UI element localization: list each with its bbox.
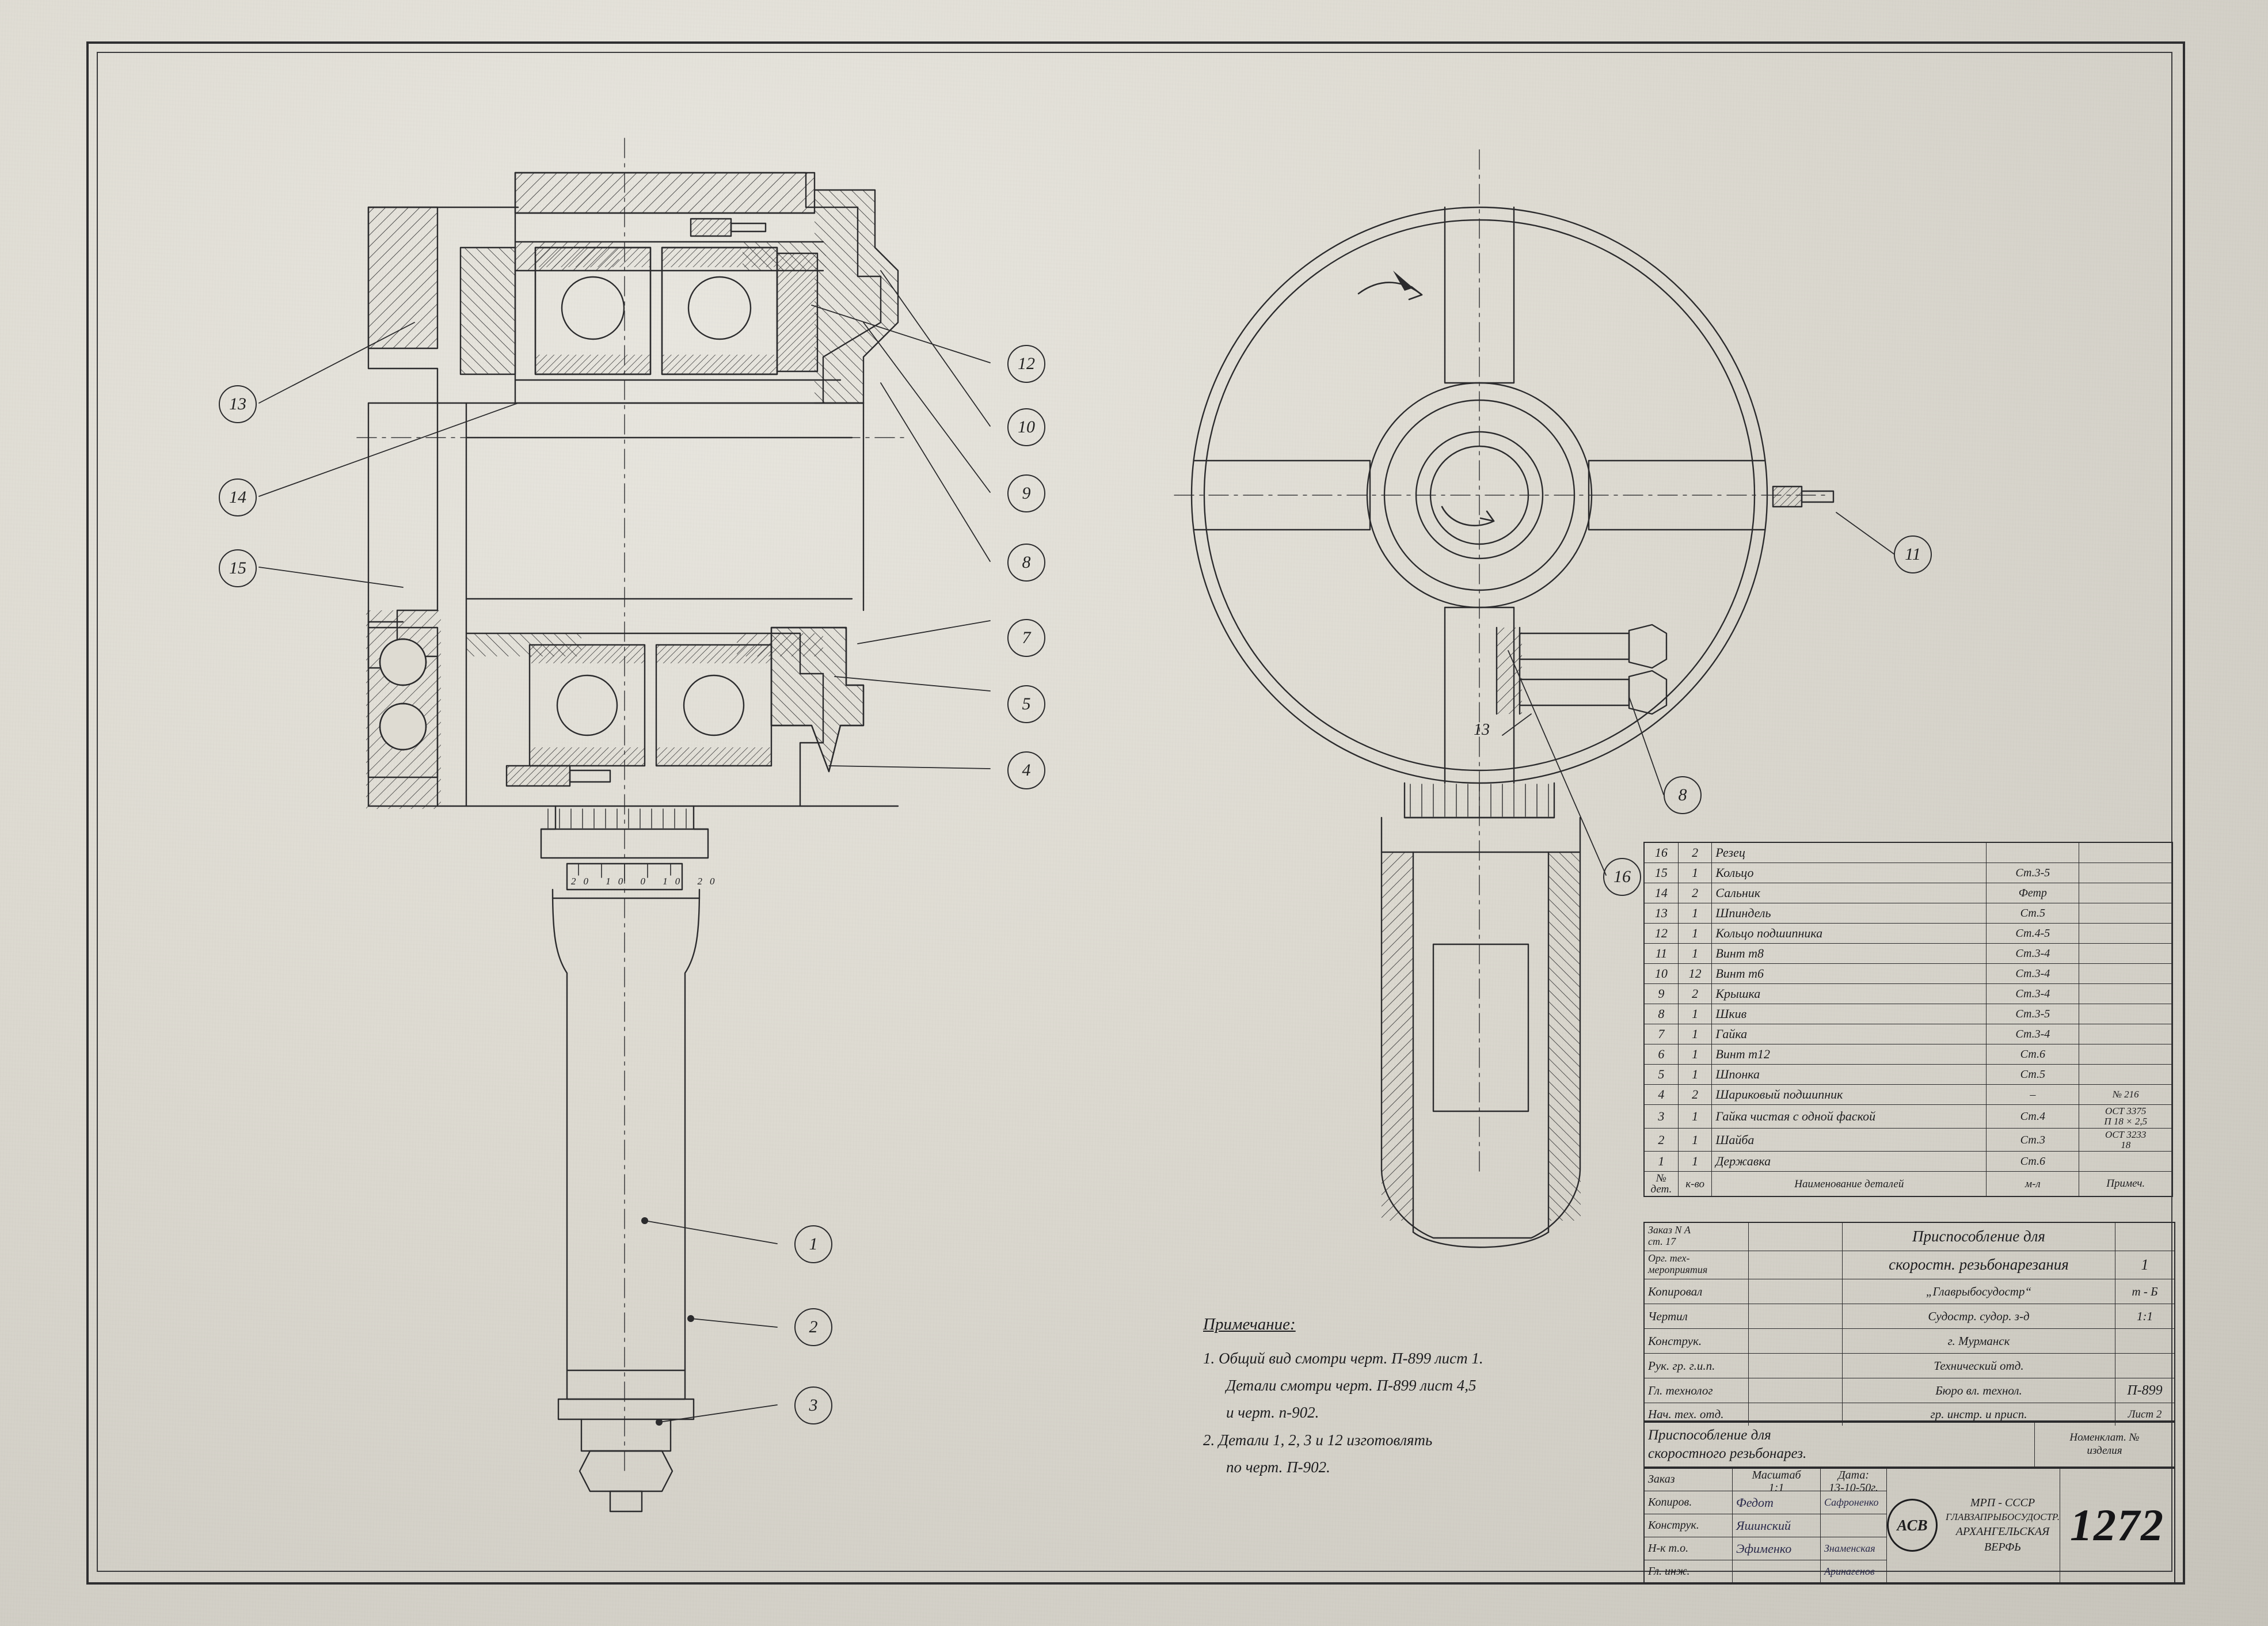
balloon-label: 14 (229, 488, 246, 507)
bom-cell-material: – (1987, 1085, 2079, 1105)
ministry-line4: ВЕРФЬ (1984, 1540, 2021, 1553)
title-main-line1: Приспособление для (1912, 1228, 2045, 1245)
bom-cell-position: 4 (1644, 1085, 1678, 1105)
scale-cell (2115, 1304, 2174, 1328)
bom-cell-note (2079, 842, 2172, 863)
order-value (1749, 1223, 1843, 1251)
balloon-4 (1007, 751, 1045, 789)
bom-cell-position: 16 (1644, 842, 1678, 863)
bom-cell-material: Ст.4-5 (1987, 924, 2079, 944)
bom-cell-material: Ст.3-4 (1987, 1024, 2079, 1044)
bom-cell-note (2079, 1044, 2172, 1065)
product-title (1645, 1422, 2035, 1468)
bom-cell-note (2079, 924, 2172, 944)
balloon-7 (1007, 619, 1045, 657)
bom-cell-note (2079, 883, 2172, 903)
date-col-label (1821, 1468, 1886, 1494)
scale-cell-2 (2115, 1329, 2174, 1353)
note-item-1: 1. Общий вид смотри черт. П-899 лист 1. (1203, 1349, 1483, 1367)
ministry-line3: АРХАНГЕЛЬСКАЯ (1955, 1525, 2050, 1538)
constructor-label: Конструк. (1645, 1329, 1749, 1353)
bom-cell-material: Ст.6 (1987, 1044, 2079, 1065)
ministry-text (1946, 1495, 2060, 1555)
bom-row (1644, 1152, 2172, 1172)
bom-cell-name: Шпиндель (1712, 903, 1987, 924)
chief-eng-label-text: Гл. инж. (1648, 1565, 1690, 1578)
chief-eng-name-text: Аринагенов (1824, 1566, 1875, 1577)
bom-cell-material: Ст.5 (1987, 1065, 2079, 1085)
bom-header-position: № дет. (1644, 1172, 1678, 1197)
bom-cell-note (2079, 1004, 2172, 1024)
balloon-8 (1007, 544, 1045, 582)
bom-cell-material: Ст.3-4 (1987, 964, 2079, 984)
head-to-name-text: Знаменская (1824, 1543, 1875, 1554)
bom-row (1644, 1024, 2172, 1044)
balloon-label: 16 (1614, 867, 1631, 886)
balloon-10 (1007, 408, 1045, 446)
bom-cell-position: 5 (1644, 1065, 1678, 1085)
balloon-label: 4 (1022, 761, 1031, 780)
balloon-5 (1007, 685, 1045, 723)
bom-cell-note: ОСТ 3375 П 18 × 2,5 (2079, 1105, 2172, 1129)
bom-cell-quantity: 2 (1678, 984, 1712, 1004)
bom-cell-quantity: 2 (1678, 842, 1712, 863)
balloon-label: 13 (229, 394, 246, 413)
chief-technologist-label: Гл. технолог (1645, 1378, 1749, 1403)
bom-cell-position: 10 (1644, 964, 1678, 984)
bom-cell-material: Ст.3-5 (1987, 863, 2079, 883)
balloon-14 (219, 478, 257, 516)
balloon-8-right (1664, 776, 1702, 814)
bom-cell-position: 15 (1644, 863, 1678, 883)
bom-row (1644, 944, 2172, 964)
bom-cell-name: Шариковый подшипник (1712, 1085, 1987, 1105)
bom-cell-quantity: 2 (1678, 883, 1712, 903)
material-cell (2115, 1279, 2174, 1304)
ministry-line1: МРП - СССР (1970, 1496, 2035, 1510)
chief-technologist-value (1749, 1378, 1843, 1403)
head-to-name (1821, 1537, 1886, 1560)
bom-row (1644, 1065, 2172, 1085)
bom-row (1644, 842, 2172, 863)
bom-cell-position: 11 (1644, 944, 1678, 964)
bom-cell-name: Винт m12 (1712, 1044, 1987, 1065)
constructor-label-text: Конструк. (1648, 1519, 1699, 1532)
bom-cell-name: Шпонка (1712, 1065, 1987, 1085)
nomenclature-line1: Номенклат. № (2069, 1431, 2140, 1444)
right-view-label-text: 13 (1474, 721, 1490, 739)
bom-cell-position: 3 (1644, 1105, 1678, 1129)
head-tech-dept-label: Нач. тех. отд. (1645, 1403, 1749, 1426)
constructor-name (1821, 1514, 1886, 1537)
doc-code-value: П-899 (2127, 1382, 2163, 1398)
title-main-line2: скоростн. резьбонарезания (1889, 1256, 2069, 1274)
balloon-label: 8 (1022, 553, 1031, 572)
org-line3: г. Мурманск (1843, 1329, 2115, 1353)
copier-row-label (1645, 1491, 1733, 1514)
balloon-label: 1 (809, 1234, 818, 1253)
order-col-text: Заказ (1648, 1472, 1675, 1486)
scale-value: 1:1 (2137, 1309, 2153, 1323)
bom-row (1644, 1004, 2172, 1024)
bom-cell-quantity: 1 (1678, 1044, 1712, 1065)
bom-row (1644, 1044, 2172, 1065)
bom-cell-note (2079, 1065, 2172, 1085)
bom-cell-name: Державка (1712, 1152, 1987, 1172)
bom-cell-name: Гайка чистая с одной фаской (1712, 1105, 1987, 1129)
notes-title: Примечание: (1203, 1315, 1296, 1334)
bom-cell-name: Кольцо подшипника (1712, 924, 1987, 944)
bom-header-row (1644, 1172, 2172, 1197)
drawing-number: 1272 (2070, 1500, 2164, 1550)
bom-cell-quantity: 1 (1678, 944, 1712, 964)
bom-cell-note (2079, 1024, 2172, 1044)
bom-cell-material: Ст.3-4 (1987, 944, 2079, 964)
shipyard-emblem-icon (1887, 1499, 1938, 1552)
title-block (1643, 1222, 2175, 1423)
product-title-band (1643, 1420, 2175, 1469)
balloon-label: 11 (1905, 545, 1921, 564)
balloon-3 (794, 1386, 832, 1424)
balloon-16 (1603, 858, 1641, 896)
bom-header-note: Примеч. (2079, 1172, 2172, 1197)
bom-cell-note (2079, 944, 2172, 964)
copied-by-label: Копировал (1645, 1279, 1749, 1304)
bom-cell-material: Ст.3-4 (1987, 984, 2079, 1004)
title-main-2 (1843, 1251, 2115, 1279)
bom-cell-position: 6 (1644, 1044, 1678, 1065)
balloon-label: 9 (1022, 484, 1031, 503)
bom-row (1644, 903, 2172, 924)
copier-name-text: Сафроненко (1824, 1496, 1879, 1508)
bom-header-name: Наименование деталей (1712, 1172, 1987, 1197)
doc-code-cell (2115, 1354, 2174, 1378)
qty-value-cell (2115, 1251, 2174, 1279)
note-item-4: 2. Детали 1, 2, 3 и 12 изготовлять (1203, 1431, 1433, 1449)
bom-cell-quantity: 2 (1678, 1085, 1712, 1105)
bom-row (1644, 1085, 2172, 1105)
note-item-5: по черт. П-902. (1226, 1458, 1330, 1476)
drawn-by-value (1749, 1304, 1843, 1328)
bom-cell-quantity: 1 (1678, 1065, 1712, 1085)
balloon-1 (794, 1225, 832, 1263)
date-col-text: Дата: (1837, 1469, 1870, 1481)
balloon-15 (219, 549, 257, 587)
note-item-3: и черт. п-902. (1226, 1404, 1319, 1422)
bom-cell-quantity: 1 (1678, 1128, 1712, 1152)
scale-col-value: 1:1 (1768, 1481, 1784, 1494)
bom-row (1644, 1128, 2172, 1152)
qty-cell (2115, 1223, 2174, 1251)
ruler-ticks (571, 876, 722, 887)
chief-eng-signature (1733, 1560, 1821, 1583)
bom-cell-name: Гайка (1712, 1024, 1987, 1044)
bom-cell-quantity: 1 (1678, 863, 1712, 883)
sheet-label: Лист 2 (2128, 1408, 2162, 1420)
bom-cell-quantity: 1 (1678, 1004, 1712, 1024)
dept-line3: гр. инстр. и присп. (1843, 1403, 2115, 1426)
balloon-label: 7 (1022, 628, 1031, 647)
constructor-signature (1733, 1514, 1821, 1537)
scale-col-label (1733, 1468, 1821, 1494)
head-to-row-label (1645, 1537, 1733, 1560)
scale-col-text: Масштаб (1752, 1469, 1801, 1481)
bom-cell-position: 8 (1644, 1004, 1678, 1024)
bom-cell-quantity: 1 (1678, 903, 1712, 924)
bom-cell-material: Ст.3-5 (1987, 1004, 2079, 1024)
drawing-number-cell (2060, 1468, 2174, 1583)
bom-cell-position: 1 (1644, 1152, 1678, 1172)
bom-row (1644, 1105, 2172, 1129)
bom-cell-name: Сальник (1712, 883, 1987, 903)
note-item-2: Детали смотри черт. П-899 лист 4,5 (1226, 1377, 1477, 1394)
order-col-label (1645, 1468, 1733, 1491)
bom-cell-name: Резец (1712, 842, 1987, 863)
bom-cell-note (2079, 964, 2172, 984)
notes-block (1203, 1310, 1629, 1481)
bom-cell-position: 7 (1644, 1024, 1678, 1044)
group-head-value (1749, 1354, 1843, 1378)
bom-cell-quantity: 1 (1678, 1024, 1712, 1044)
bom-cell-position: 9 (1644, 984, 1678, 1004)
bom-cell-material (1987, 842, 2079, 863)
bom-cell-quantity: 1 (1678, 1152, 1712, 1172)
head-to-signature-text: Эфименко (1736, 1541, 1792, 1556)
right-view-label-13 (1474, 721, 1490, 739)
bom-cell-note (2079, 903, 2172, 924)
copier-label-text: Копиров. (1648, 1496, 1692, 1509)
balloon-label: 5 (1022, 694, 1031, 713)
constructor-signature-text: Яшинский (1736, 1518, 1791, 1533)
bom-row (1644, 964, 2172, 984)
product-title-line1: Приспособление для (1648, 1427, 1771, 1443)
bom-cell-material: Ст.4 (1987, 1105, 2079, 1129)
nomenclature-line2: изделия (2087, 1445, 2122, 1457)
bom-cell-material: Ст.6 (1987, 1152, 2079, 1172)
bom-cell-position: 12 (1644, 924, 1678, 944)
org-line1: „Главрыбосудостр“ (1843, 1279, 2115, 1304)
bom-row (1644, 863, 2172, 883)
bom-cell-position: 14 (1644, 883, 1678, 903)
bom-cell-name: Кольцо (1712, 863, 1987, 883)
nomenclature-cell (2035, 1422, 2174, 1468)
bom-cell-note (2079, 984, 2172, 1004)
bom-cell-quantity: 1 (1678, 1105, 1712, 1129)
bom-row (1644, 883, 2172, 903)
bom-cell-material: Ст.5 (1987, 903, 2079, 924)
bom-row (1644, 984, 2172, 1004)
copier-signature-text: Федот (1736, 1495, 1774, 1510)
qty-value: 1 (2141, 1256, 2149, 1273)
bom-cell-position: 13 (1644, 903, 1678, 924)
bom-cell-material: Фетр (1987, 883, 2079, 903)
head-to-label-text: Н-к т.о. (1648, 1542, 1689, 1555)
bom-cell-name: Шкив (1712, 1004, 1987, 1024)
balloon-12 (1007, 345, 1045, 383)
bill-of-materials (1643, 842, 2173, 1197)
tech-measures-label: Орг. тех- мероприятия (1645, 1251, 1749, 1279)
org-line2: Судостр. судор. з-д (1843, 1304, 2115, 1328)
bom-header-material: м-л (1987, 1172, 2079, 1197)
balloon-13 (219, 385, 257, 423)
constructor-value (1749, 1329, 1843, 1353)
title-main (1843, 1223, 2115, 1251)
date-col-value: 13-10-50г. (1829, 1481, 1878, 1494)
product-title-line2: скоростного резьбонарез. (1648, 1446, 1807, 1461)
signature-columns (1645, 1468, 1887, 1583)
ruler-tick-values: 20 10 0 10 20 (571, 876, 722, 887)
bom-cell-note (2079, 863, 2172, 883)
ministry-line2: ГЛАВЗАПРЫБОСУДОСТР. (1945, 1511, 2060, 1523)
signature-block (1643, 1467, 2175, 1584)
group-head-label: Рук. гр. г.и.п. (1645, 1354, 1749, 1378)
ministry-block (1887, 1468, 2060, 1583)
balloon-label: 3 (809, 1396, 818, 1415)
bom-cell-name: Винт m6 (1712, 964, 1987, 984)
doc-code-value-cell (2115, 1378, 2174, 1403)
bom-header-quantity: к-во (1678, 1172, 1712, 1197)
balloon-11 (1894, 535, 1932, 573)
bom-cell-name: Винт m8 (1712, 944, 1987, 964)
chief-eng-name (1821, 1560, 1886, 1583)
dept-line2: Бюро вл. технол. (1843, 1378, 2115, 1403)
bom-cell-name: Крышка (1712, 984, 1987, 1004)
copied-by-value (1749, 1279, 1843, 1304)
copier-signature (1733, 1491, 1821, 1514)
balloon-label: 2 (809, 1317, 818, 1336)
balloon-2 (794, 1308, 832, 1346)
balloon-9 (1007, 474, 1045, 512)
order-label: Заказ N А ст. 17 (1645, 1223, 1749, 1251)
balloon-label: 15 (229, 559, 246, 578)
bom-cell-note (2079, 1152, 2172, 1172)
bom-cell-name: Шайба (1712, 1128, 1987, 1152)
copier-name (1821, 1491, 1886, 1514)
balloon-label: 10 (1018, 417, 1035, 436)
drawn-by-label: Чертил (1645, 1304, 1749, 1328)
constructor-row-label (1645, 1514, 1733, 1537)
dept-line1: Технический отд. (1843, 1354, 2115, 1378)
bom-cell-position: 2 (1644, 1128, 1678, 1152)
chief-eng-row-label (1645, 1560, 1733, 1583)
bom-cell-note: № 216 (2079, 1085, 2172, 1105)
bom-cell-quantity: 1 (1678, 924, 1712, 944)
bom-row (1644, 924, 2172, 944)
material-value: т - Б (2132, 1284, 2158, 1298)
bom-cell-note: ОСТ 3233 18 (2079, 1128, 2172, 1152)
tech-measures-value (1749, 1251, 1843, 1279)
balloon-label: 12 (1018, 354, 1035, 373)
head-to-signature (1733, 1537, 1821, 1560)
bom-cell-quantity: 12 (1678, 964, 1712, 984)
bom-cell-material: Ст.3 (1987, 1128, 2079, 1152)
emblem-text: АСВ (1897, 1516, 1928, 1534)
balloon-label: 8 (1678, 785, 1687, 804)
